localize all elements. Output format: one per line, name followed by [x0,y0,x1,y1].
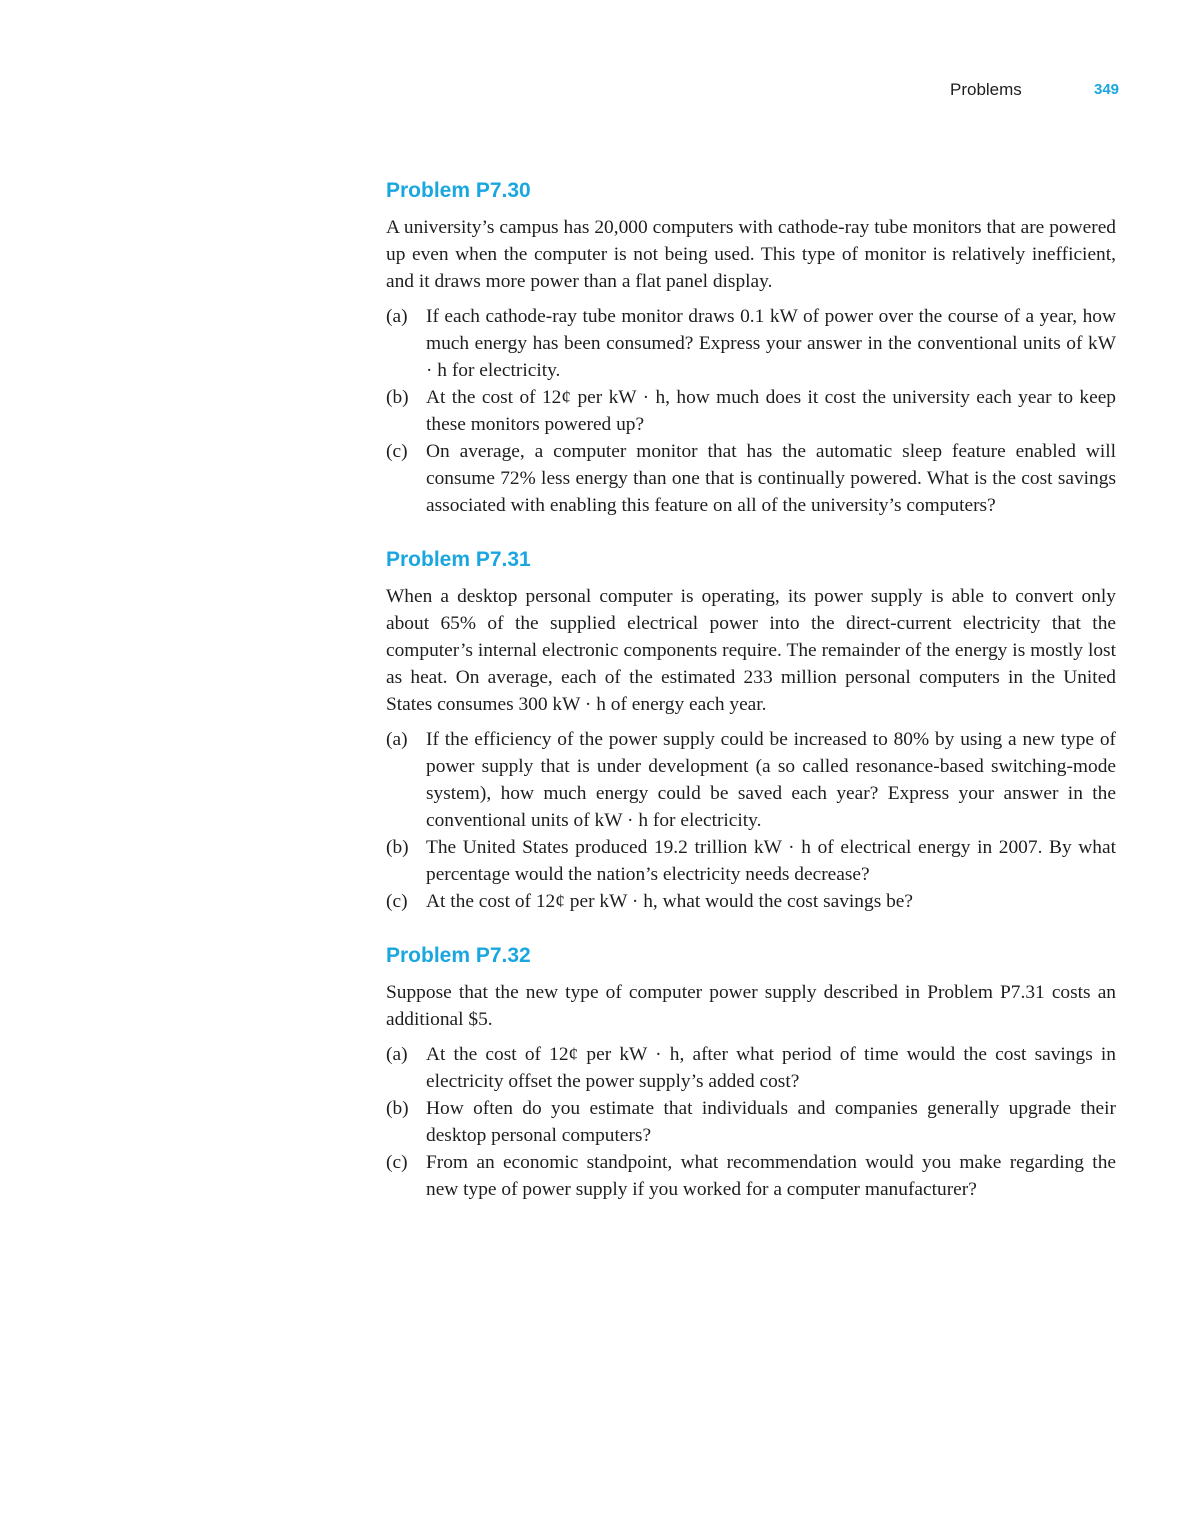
problem-parts [386,303,1116,519]
part-text: If each cathode-ray tube monitor draws 0.1 kW of power over the course of a year, how much energy has been consumed? Express your answer in the conventional units of kW · h for electricity. [426,306,1116,381]
problem-part-a [386,1041,1116,1095]
problem-part-c [386,888,1116,915]
problem-part-c [386,1149,1116,1203]
part-text: How often do you estimate that individuals and companies generally upgrade their desktop personal computers? [426,1098,1116,1146]
problem-title: Problem P7.32 [386,944,531,967]
problem-p7-31 [386,545,1116,915]
part-text: From an economic standpoint, what recommendation would you make regarding the new type of power supply if you worked for a computer manufacturer? [426,1152,1116,1200]
running-head [0,80,1200,102]
problem-parts [386,1041,1116,1203]
problem-title: Problem P7.30 [386,179,531,202]
part-label: (b) [386,387,409,408]
problem-statement: A university’s campus has 20,000 computers with cathode-ray tube monitors that are powered up even when the computer is not being used. This type of monitor is relatively inefficient, and it draws more power than a flat panel display. [386,217,1116,292]
problem-part-c [386,438,1116,519]
problems-column [386,176,1116,1229]
part-label: (b) [386,1098,409,1119]
problem-part-b [386,384,1116,438]
part-label: (c) [386,891,408,912]
problem-part-a [386,303,1116,384]
problem-statement: Suppose that the new type of computer power supply described in Problem P7.31 costs an additional $5. [386,982,1116,1030]
part-label: (a) [386,1044,408,1065]
problem-part-b [386,1095,1116,1149]
problem-statement: When a desktop personal computer is operating, its power supply is able to convert only about 65% of the supplied electrical power into the direct-current electricity that the computer’s internal electronic components require. The remainder of the energy is mostly lost as heat. On average, each of the estimated 233 million personal computers in the United States consumes 300 kW · h of energy each year. [386,586,1116,715]
part-label: (a) [386,729,408,750]
part-text: The United States produced 19.2 trillion kW · h of electrical energy in 2007. By what percentage would the nation’s electricity needs decrease? [426,837,1116,885]
part-label: (b) [386,837,409,858]
part-label: (a) [386,306,408,327]
problem-title: Problem P7.31 [386,548,531,571]
problem-p7-30 [386,176,1116,519]
part-text: On average, a computer monitor that has the automatic sleep feature enabled will consume 72% less energy than one that is continually powered. What is the cost savings associated with enabling this feature on all of the university’s computers? [426,441,1116,516]
page-number: 349 [1094,81,1120,98]
part-text: If the efficiency of the power supply could be increased to 80% by using a new type of power supply that is under development (a so called resonance-based switching-mode system), how much energy could be saved each year? Express your answer in the conventional units of kW · h for electricity. [426,729,1116,831]
part-text: At the cost of 12¢ per kW · h, what would the cost savings be? [426,891,914,912]
part-text: At the cost of 12¢ per kW · h, after what period of time would the cost savings in electricity offset the power supply’s added cost? [426,1044,1116,1092]
problem-parts [386,726,1116,915]
running-head-title: Problems [950,80,1022,99]
problem-p7-32 [386,941,1116,1203]
problem-part-b [386,834,1116,888]
part-label: (c) [386,1152,408,1173]
part-text: At the cost of 12¢ per kW · h, how much does it cost the university each year to keep these monitors powered up? [426,387,1116,435]
part-label: (c) [386,441,408,462]
problem-part-a [386,726,1116,834]
